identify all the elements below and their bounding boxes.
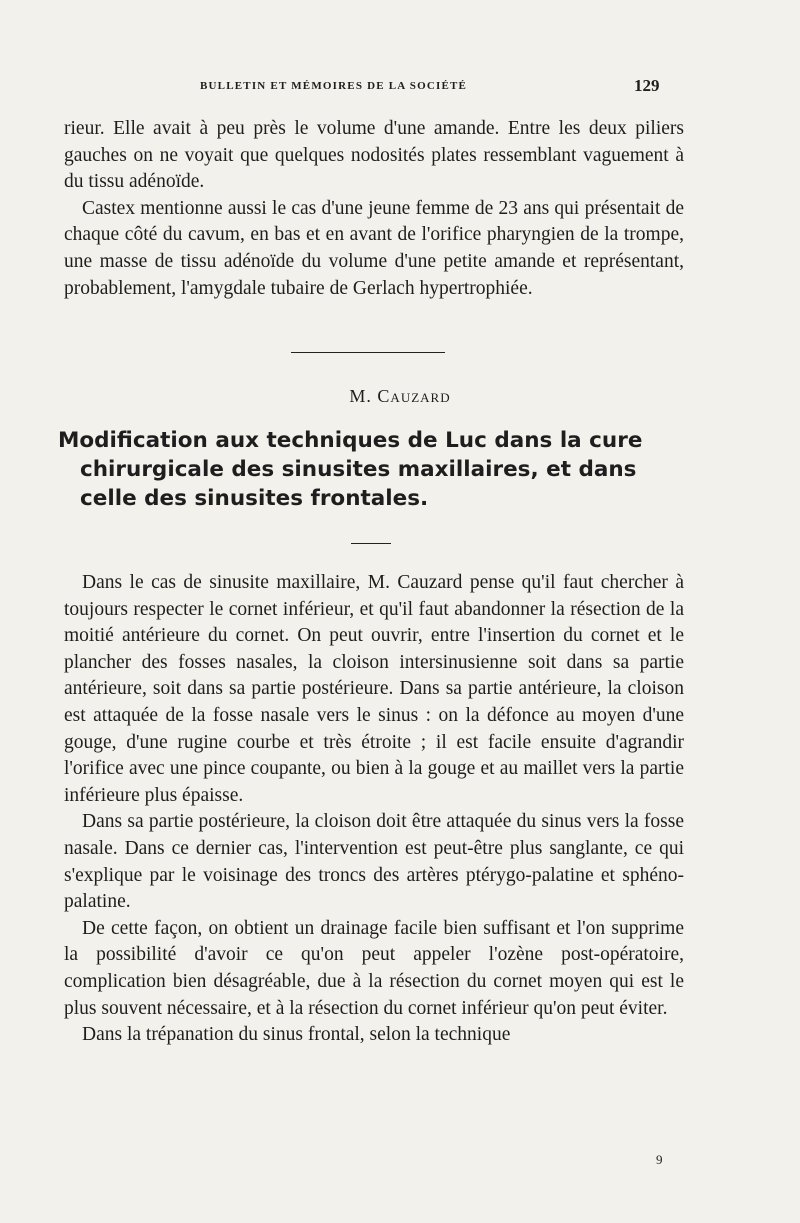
title-line: Modification aux techniques de Luc dans la cure <box>58 428 643 453</box>
intro-text <box>64 116 684 302</box>
author-prefix: M. <box>349 386 372 406</box>
signature-number: 9 <box>656 1152 663 1167</box>
paragraph: De cette façon, on obtient un drainage facile bien suffisant et l'on supprime la possibilité d'avoir ce qu'on peut appeler l'ozène post-opératoire, complication bien désagréable, due à la résection du cornet moyen qui est le plus souvent nécessaire, et à la résection du cornet inférieur qu'on peut éviter. <box>64 917 684 1019</box>
paragraph: Dans le cas de sinusite maxillaire, M. Cauzard pense qu'il faut chercher à toujours respecter le cornet inférieur, et qu'il faut abandonner la résection de la moitié antérieure du cornet. On peut ouvrir, entre l'insertion du cornet et le plancher des fosses nasales, la cloison intersinusienne soit dans sa partie antérieure, soit dans sa partie postérieure. Dans sa partie antérieure, la cloison est attaquée de la fosse nasale vers le sinus : on la défonce au moyen d'une gouge, d'une rugine courbe et très étroite ; il est facile ensuite d'agrandir l'orifice avec une pince coupante, ou bien à la gouge et au maillet vers la partie inférieure plus épaisse. <box>64 572 684 806</box>
body-text <box>64 570 684 1049</box>
paragraph: Dans la trépanation du sinus frontal, selon la technique <box>82 1024 511 1046</box>
author-name: Cauzard <box>377 386 451 406</box>
section-author <box>0 386 800 407</box>
paragraph: Castex mentionne aussi le cas d'une jeune femme de 23 ans qui présentait de chaque côté du cavum, en bas et en avant de l'orifice pharyngien de la trompe, une masse de tissu adénoïde du volume d'une petite amande et représentant, probablement, l'amygdale tubaire de Gerlach hypertrophiée. <box>64 197 684 299</box>
paragraph: Dans sa partie postérieure, la cloison doit être attaquée du sinus vers la fosse nasale. Dans ce dernier cas, l'intervention est peut-être plus sanglante, ce qui s'explique par le voisinage des troncs des artères ptérygo-palatine et sphéno-palatine. <box>64 811 684 913</box>
title-line: celle des sinusites frontales. <box>80 486 429 511</box>
title-line: chirurgicale des sinusites maxillaires, et dans <box>80 457 637 482</box>
section-title <box>58 426 678 513</box>
title-divider <box>351 543 391 544</box>
section-divider <box>291 352 445 353</box>
page-number: 129 <box>634 76 660 95</box>
paragraph: rieur. Elle avait à peu près le volume d'une amande. Entre les deux piliers gauches on ne voyait que quelques nodosités plates ressemblant vaguement à du tissu adénoïde. <box>64 118 684 193</box>
running-title: BULLETIN ET MÉMOIRES DE LA SOCIÉTÉ <box>200 80 468 92</box>
